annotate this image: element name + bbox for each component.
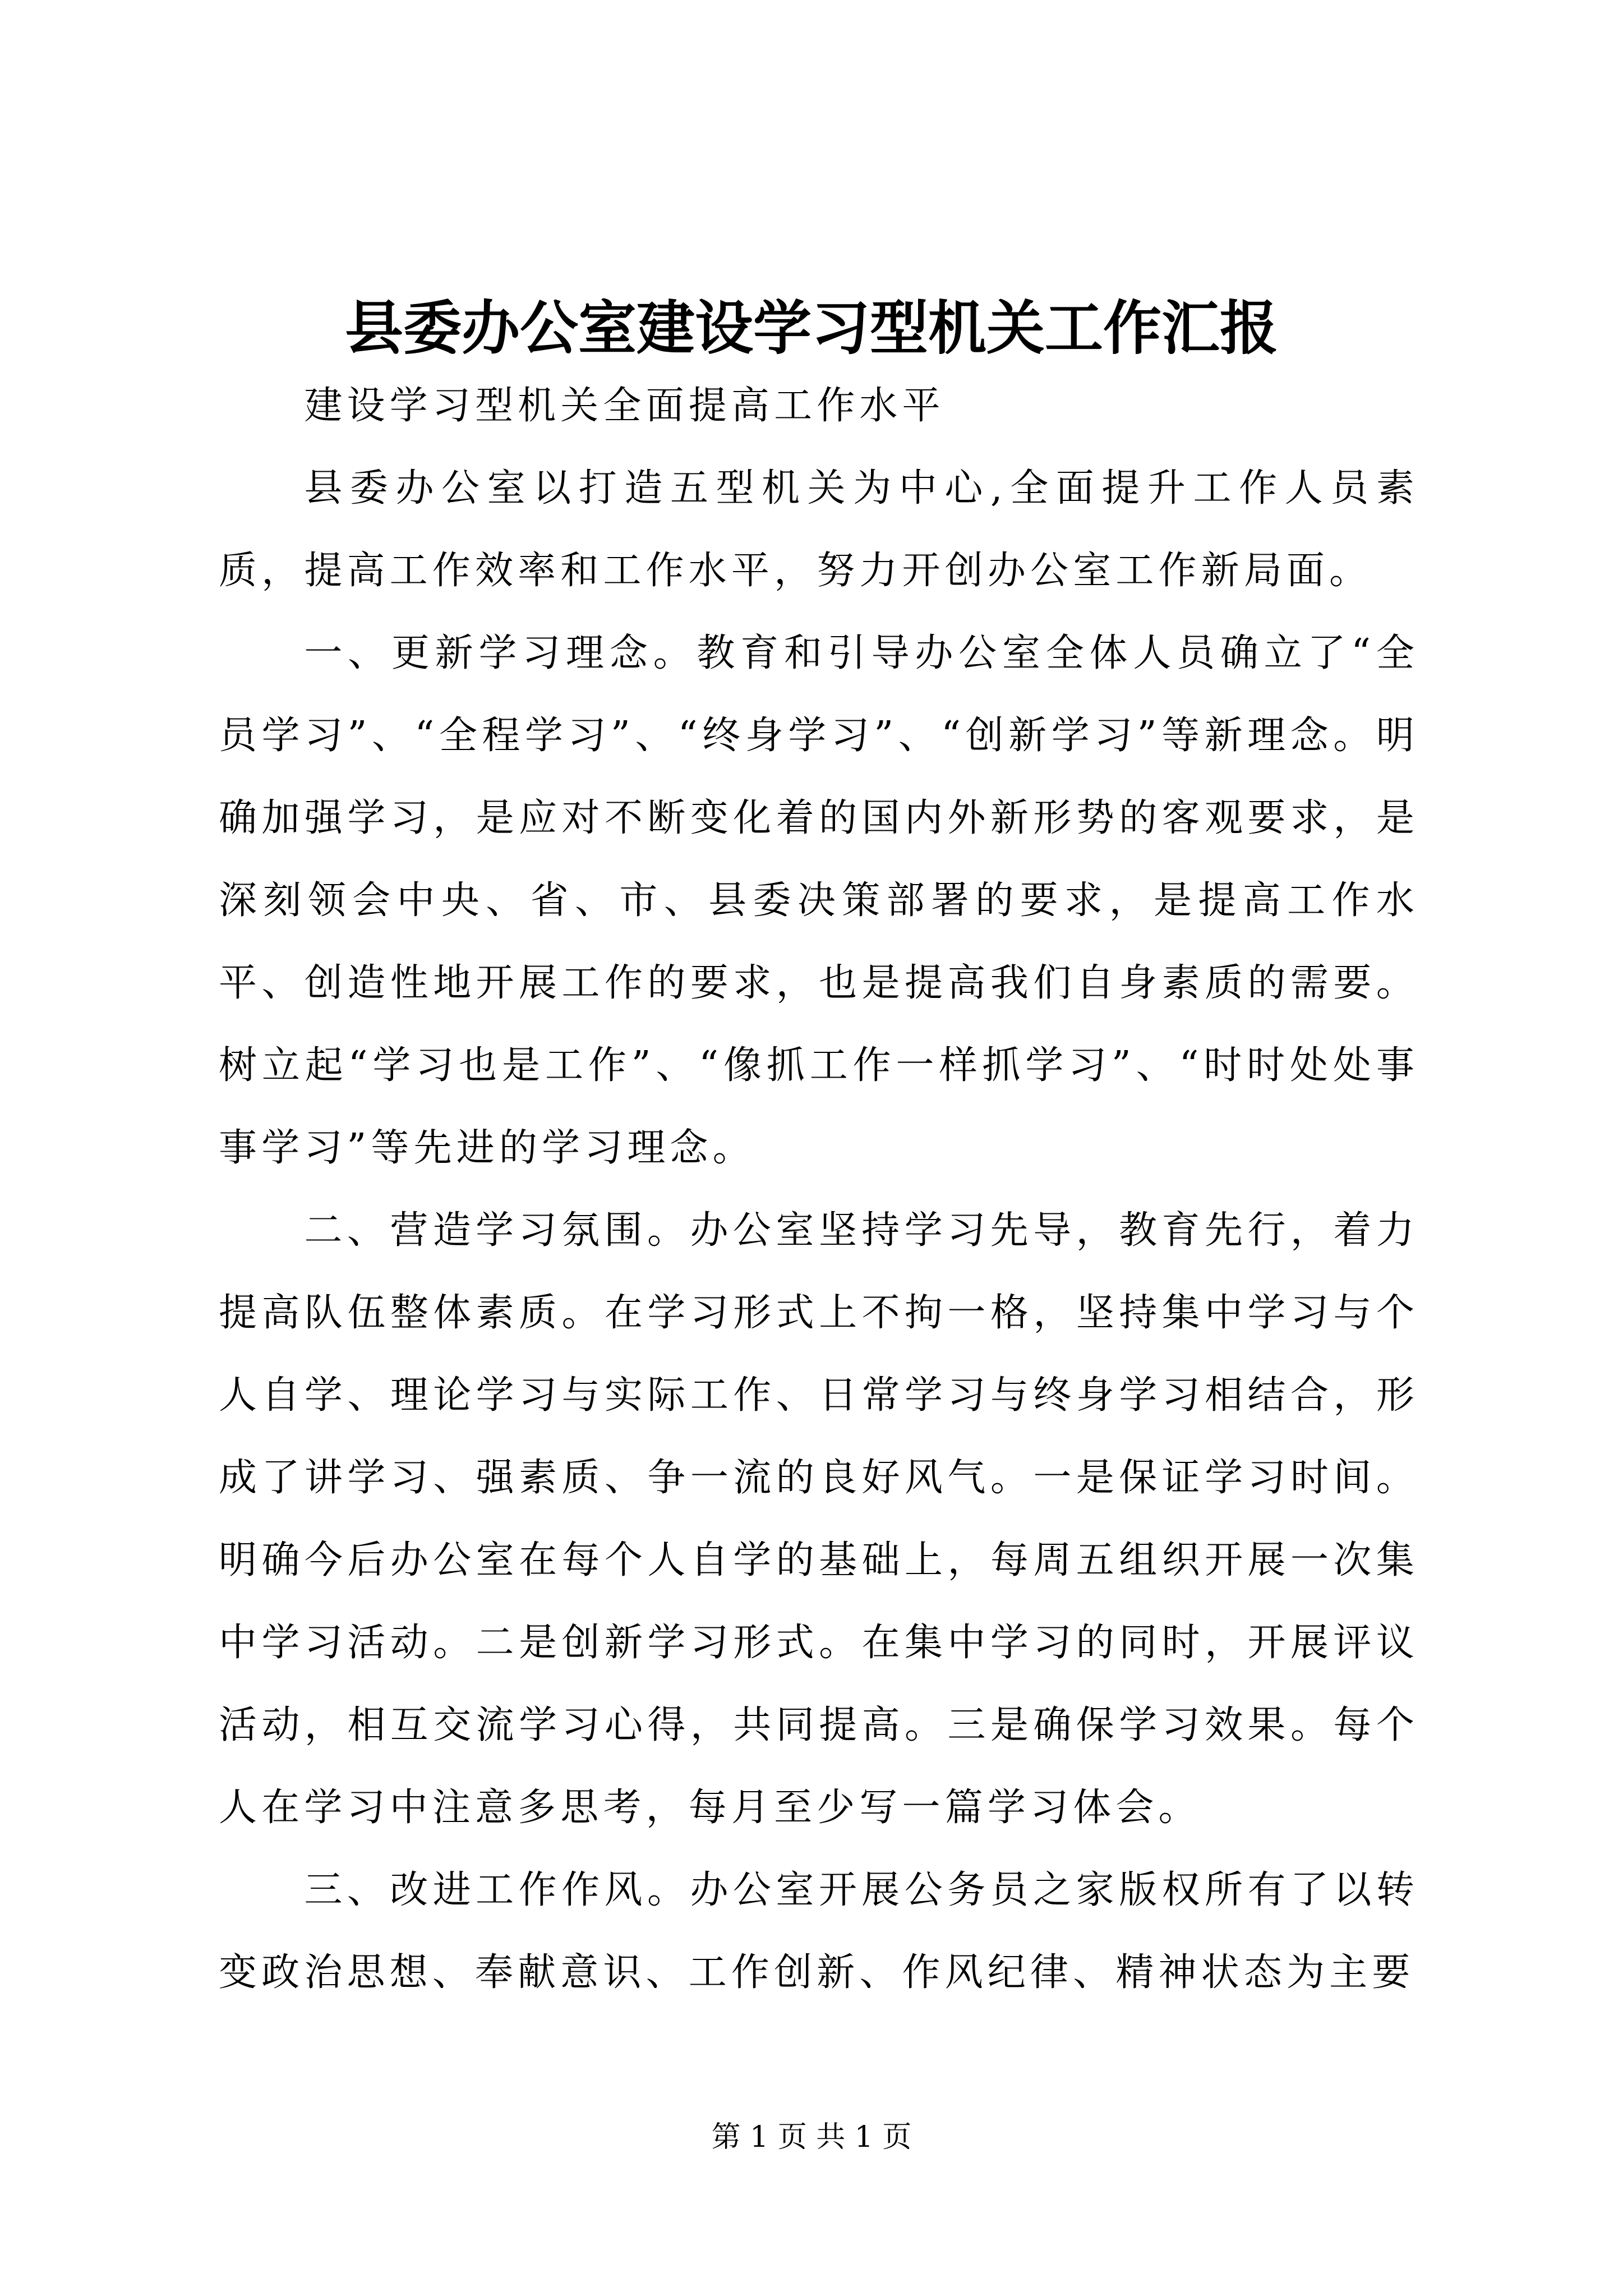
page-footer: 第 1 页 共 1 页 [711, 2120, 912, 2154]
document-body [219, 365, 1419, 2014]
paragraph-subtitle: 建设学习型机关全面提高工作水平 [304, 384, 945, 428]
paragraph-section-2: 二、营造学习氛围。办公室坚持学习先导，教育先行，着力提高队伍整体素质。在学习形式上不拘一格，坚持集中学习与个人自学、理论学习与实际工作、日常学习与终身学习相结合，形成了讲学习、强素质、争一流的良好风气。一是保证学习时间。明确今后办公室在每个人自学的基础上，每周五组织开展一次集中学习活动。二是创新学习形式。在集中学习的同时，开展评议活动，相互交流学习心得，共同提高。三是确保学习效果。每个人在学习中注意多思考，每月至少写一篇学习体会。 [219, 1208, 1419, 1830]
paragraph-section-1: 一、更新学习理念。教育和引导办公室全体人员确立了“全员学习”、“全程学习”、“终身学习”、“创新学习”等新理念。明确加强学习，是应对不断变化着的国内外新形势的客观要求，是深刻领会中央、省、市、县委决策部署的要求，是提高工作水平、创造性地开展工作的要求，也是提高我们自身素质的需要。树立起“学习也是工作”、“像抓工作一样抓学习”、“时时处处事事学习”等先进的学习理念。 [219, 631, 1419, 1170]
paragraph-section-3: 三、改进工作作风。办公室开展公务员之家版权所有了以转变政治思想、奉献意识、工作创新、作风纪律、精神状态为主要 [219, 1868, 1419, 1995]
document-title: 县委办公室建设学习型机关工作汇报 [344, 293, 1278, 362]
paragraph-intro: 县委办公室以打造五型机关为中心,全面提升工作人员素质，提高工作效率和工作水平，努力开创办公室工作新局面。 [219, 466, 1419, 593]
